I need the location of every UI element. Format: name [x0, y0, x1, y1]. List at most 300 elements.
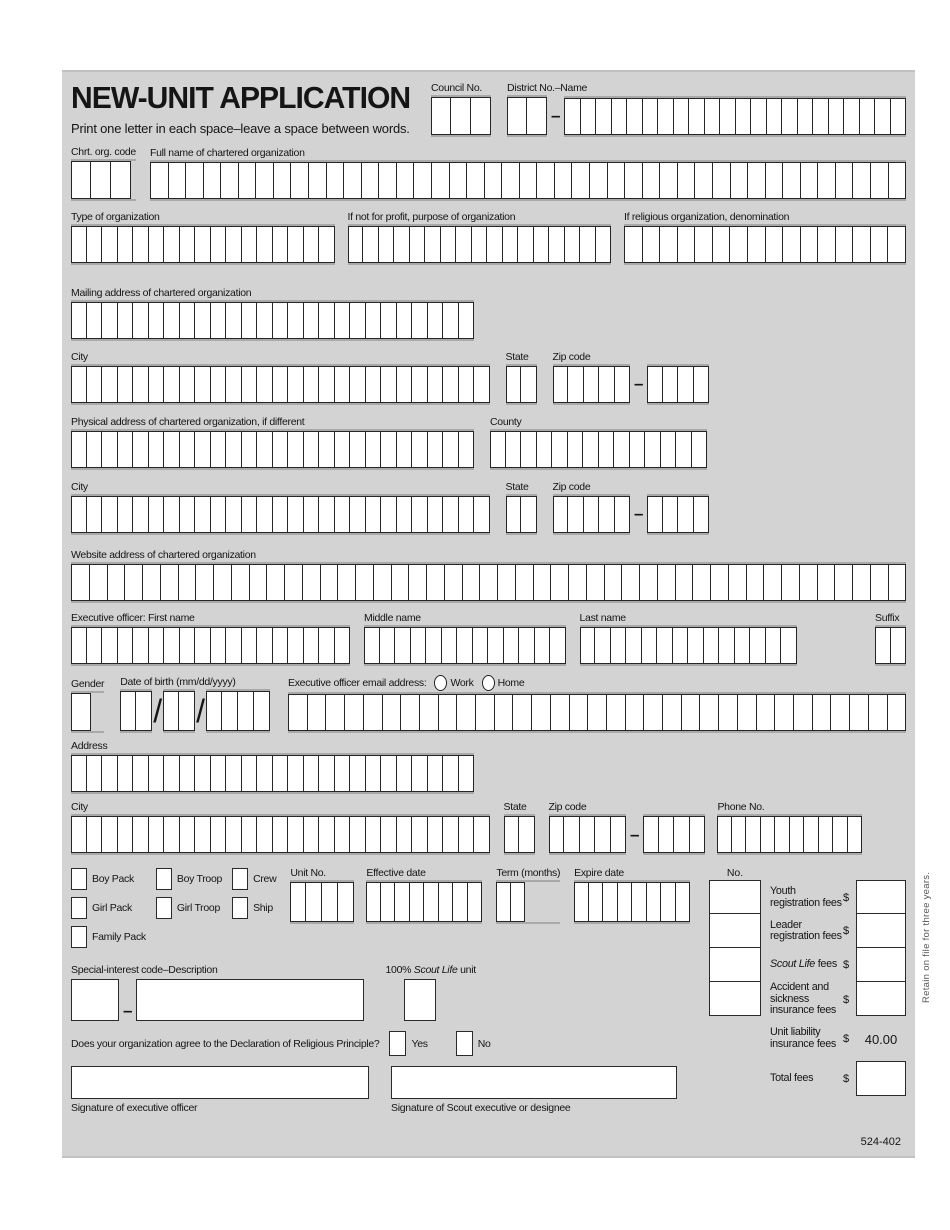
letter-box[interactable]	[498, 564, 516, 601]
letter-box[interactable]	[521, 431, 537, 468]
letter-box[interactable]	[381, 496, 397, 533]
letter-box[interactable]	[801, 162, 819, 199]
letter-box[interactable]	[572, 162, 590, 199]
letter-box[interactable]	[432, 162, 450, 199]
letter-box[interactable]	[335, 816, 351, 853]
letter-box[interactable]	[319, 496, 335, 533]
letter-box[interactable]	[91, 161, 111, 199]
letter-box[interactable]	[379, 226, 395, 263]
letter-box[interactable]	[226, 366, 242, 403]
letter-box[interactable]	[513, 694, 532, 731]
letter-box[interactable]	[290, 882, 306, 922]
letter-box[interactable]	[273, 816, 289, 853]
letter-box[interactable]	[750, 627, 766, 664]
letter-box[interactable]	[730, 226, 748, 263]
state-boxes[interactable]	[506, 366, 537, 403]
letter-box[interactable]	[694, 496, 710, 533]
letter-box[interactable]	[626, 627, 642, 664]
letter-box[interactable]	[495, 694, 514, 731]
letter-box[interactable]	[713, 226, 731, 263]
letter-box[interactable]	[676, 564, 694, 601]
leader-fees-amount-box[interactable]	[856, 913, 906, 948]
letter-box[interactable]	[611, 816, 627, 853]
letter-box[interactable]	[818, 162, 836, 199]
letter-box[interactable]	[379, 162, 397, 199]
suffix-boxes[interactable]	[875, 627, 906, 664]
letter-box[interactable]	[428, 366, 444, 403]
letter-box[interactable]	[467, 162, 485, 199]
letter-box[interactable]	[102, 755, 118, 792]
letter-box[interactable]	[443, 816, 459, 853]
letter-box[interactable]	[321, 564, 339, 601]
total-fees-amount-box[interactable]	[856, 1061, 906, 1096]
letter-box[interactable]	[350, 496, 366, 533]
letter-box[interactable]	[871, 162, 889, 199]
letter-box[interactable]	[411, 627, 427, 664]
executive-officer-signature-box[interactable]	[71, 1066, 369, 1099]
letter-box[interactable]	[443, 366, 459, 403]
letter-box[interactable]	[288, 755, 304, 792]
city-boxes[interactable]	[71, 496, 490, 533]
girl-troop-checkbox[interactable]	[156, 897, 172, 919]
letter-box[interactable]	[875, 627, 891, 664]
letter-box[interactable]	[747, 564, 765, 601]
letter-box[interactable]	[766, 226, 784, 263]
letter-box[interactable]	[164, 226, 180, 263]
letter-box[interactable]	[180, 302, 196, 339]
letter-box[interactable]	[304, 496, 320, 533]
letter-box[interactable]	[643, 98, 658, 135]
letter-box[interactable]	[674, 98, 689, 135]
letter-box[interactable]	[180, 226, 196, 263]
letter-box[interactable]	[695, 162, 713, 199]
letter-box[interactable]	[397, 816, 413, 853]
letter-box[interactable]	[350, 431, 366, 468]
letter-box[interactable]	[476, 694, 495, 731]
letter-box[interactable]	[783, 162, 801, 199]
letter-box[interactable]	[757, 694, 776, 731]
letter-box[interactable]	[71, 161, 91, 199]
letter-box[interactable]	[149, 226, 165, 263]
letter-box[interactable]	[605, 564, 623, 601]
letter-box[interactable]	[392, 564, 410, 601]
letter-box[interactable]	[643, 816, 659, 853]
letter-box[interactable]	[366, 431, 382, 468]
letter-box[interactable]	[678, 366, 694, 403]
letter-box[interactable]	[71, 693, 91, 731]
letter-box[interactable]	[136, 691, 152, 731]
letter-box[interactable]	[206, 691, 222, 731]
letter-box[interactable]	[195, 431, 211, 468]
letter-box[interactable]	[273, 366, 289, 403]
letter-box[interactable]	[813, 98, 828, 135]
letter-box[interactable]	[570, 694, 589, 731]
mailing-address-boxes[interactable]	[71, 302, 474, 339]
letter-box[interactable]	[853, 564, 871, 601]
letter-box[interactable]	[818, 226, 836, 263]
letter-box[interactable]	[622, 564, 640, 601]
letter-box[interactable]	[850, 694, 869, 731]
zip-boxes-b[interactable]	[643, 816, 705, 853]
letter-box[interactable]	[87, 431, 103, 468]
letter-box[interactable]	[766, 162, 784, 199]
letter-box[interactable]	[534, 564, 552, 601]
letter-box[interactable]	[319, 302, 335, 339]
insurance-fees-amount-box[interactable]	[856, 981, 906, 1016]
letter-box[interactable]	[869, 694, 888, 731]
letter-box[interactable]	[678, 162, 696, 199]
letter-box[interactable]	[663, 496, 679, 533]
letter-box[interactable]	[511, 882, 526, 922]
letter-box[interactable]	[445, 564, 463, 601]
letter-box[interactable]	[589, 882, 604, 922]
letter-box[interactable]	[615, 366, 631, 403]
letter-box[interactable]	[507, 97, 527, 135]
state-boxes[interactable]	[504, 816, 535, 853]
letter-box[interactable]	[319, 366, 335, 403]
letter-box[interactable]	[149, 431, 165, 468]
letter-box[interactable]	[632, 882, 647, 922]
letter-box[interactable]	[428, 816, 444, 853]
letter-box[interactable]	[420, 694, 439, 731]
letter-box[interactable]	[603, 882, 618, 922]
letter-box[interactable]	[366, 366, 382, 403]
boy-pack-checkbox[interactable]	[71, 868, 87, 890]
letter-box[interactable]	[612, 98, 627, 135]
letter-box[interactable]	[584, 496, 600, 533]
letter-box[interactable]	[836, 162, 854, 199]
letter-box[interactable]	[427, 564, 445, 601]
letter-box[interactable]	[521, 496, 537, 533]
letter-box[interactable]	[688, 627, 704, 664]
letter-box[interactable]	[875, 98, 890, 135]
letter-box[interactable]	[164, 366, 180, 403]
letter-box[interactable]	[273, 755, 289, 792]
letter-box[interactable]	[238, 691, 254, 731]
letter-box[interactable]	[565, 226, 581, 263]
letter-box[interactable]	[490, 431, 506, 468]
letter-box[interactable]	[782, 564, 800, 601]
letter-box[interactable]	[87, 627, 103, 664]
letter-box[interactable]	[553, 366, 569, 403]
zip-boxes-a[interactable]	[553, 366, 631, 403]
denomination-boxes[interactable]	[624, 226, 906, 263]
letter-box[interactable]	[303, 564, 321, 601]
letter-box[interactable]	[327, 162, 345, 199]
letter-box[interactable]	[564, 816, 580, 853]
letter-box[interactable]	[195, 755, 211, 792]
letter-box[interactable]	[273, 302, 289, 339]
letter-box[interactable]	[587, 564, 605, 601]
letter-box[interactable]	[273, 496, 289, 533]
letter-box[interactable]	[520, 162, 538, 199]
letter-box[interactable]	[504, 816, 520, 853]
letter-box[interactable]	[364, 627, 380, 664]
letter-box[interactable]	[658, 564, 676, 601]
work-radio[interactable]	[434, 675, 447, 691]
letter-box[interactable]	[87, 496, 103, 533]
letter-box[interactable]	[366, 882, 381, 922]
letter-box[interactable]	[713, 162, 731, 199]
gender-box[interactable]	[71, 693, 104, 731]
letter-box[interactable]	[889, 162, 907, 199]
letter-box[interactable]	[456, 226, 472, 263]
letter-box[interactable]	[322, 882, 338, 922]
letter-box[interactable]	[673, 627, 689, 664]
letter-box[interactable]	[831, 694, 850, 731]
letter-box[interactable]	[521, 366, 537, 403]
full-name-boxes[interactable]	[150, 162, 906, 199]
letter-box[interactable]	[428, 755, 444, 792]
letter-box[interactable]	[818, 564, 836, 601]
letter-box[interactable]	[71, 755, 87, 792]
girl-pack-checkbox[interactable]	[71, 897, 87, 919]
letter-box[interactable]	[356, 564, 374, 601]
city-boxes[interactable]	[71, 816, 490, 853]
letter-box[interactable]	[381, 302, 397, 339]
scout-executive-signature-box[interactable]	[391, 1066, 677, 1099]
letter-box[interactable]	[366, 302, 382, 339]
letter-box[interactable]	[451, 97, 471, 135]
letter-box[interactable]	[550, 627, 566, 664]
letter-box[interactable]	[537, 431, 553, 468]
letter-box[interactable]	[647, 366, 663, 403]
letter-box[interactable]	[443, 431, 459, 468]
letter-box[interactable]	[87, 226, 103, 263]
letter-box[interactable]	[472, 226, 488, 263]
letter-box[interactable]	[304, 302, 320, 339]
letter-box[interactable]	[257, 816, 273, 853]
letter-box[interactable]	[618, 882, 633, 922]
letter-box[interactable]	[704, 627, 720, 664]
letter-box[interactable]	[306, 882, 322, 922]
unit-no-boxes[interactable]	[290, 882, 354, 922]
letter-box[interactable]	[211, 302, 227, 339]
letter-box[interactable]	[164, 755, 180, 792]
letter-box[interactable]	[459, 496, 475, 533]
letter-box[interactable]	[836, 226, 854, 263]
letter-box[interactable]	[535, 627, 551, 664]
letter-box[interactable]	[335, 366, 351, 403]
letter-box[interactable]	[274, 162, 292, 199]
letter-box[interactable]	[319, 627, 335, 664]
letter-box[interactable]	[304, 226, 320, 263]
letter-box[interactable]	[596, 226, 612, 263]
letter-box[interactable]	[443, 302, 459, 339]
letter-box[interactable]	[790, 816, 805, 853]
letter-box[interactable]	[674, 816, 690, 853]
letter-box[interactable]	[108, 564, 126, 601]
letter-box[interactable]	[149, 627, 165, 664]
letter-box[interactable]	[661, 882, 676, 922]
letter-box[interactable]	[624, 226, 643, 263]
letter-box[interactable]	[647, 496, 663, 533]
letter-box[interactable]	[195, 226, 211, 263]
letter-box[interactable]	[71, 564, 90, 601]
first-name-boxes[interactable]	[71, 627, 350, 664]
letter-box[interactable]	[459, 431, 475, 468]
letter-box[interactable]	[503, 226, 519, 263]
county-boxes[interactable]	[490, 431, 707, 468]
letter-box[interactable]	[350, 755, 366, 792]
letter-box[interactable]	[471, 97, 491, 135]
letter-box[interactable]	[118, 755, 134, 792]
letter-box[interactable]	[226, 816, 242, 853]
letter-box[interactable]	[164, 431, 180, 468]
zip-boxes-a[interactable]	[553, 496, 631, 533]
letter-box[interactable]	[643, 162, 661, 199]
letter-box[interactable]	[442, 627, 458, 664]
email-boxes[interactable]	[288, 694, 906, 731]
letter-box[interactable]	[443, 755, 459, 792]
letter-box[interactable]	[532, 694, 551, 731]
letter-box[interactable]	[397, 431, 413, 468]
letter-box[interactable]	[519, 627, 535, 664]
letter-box[interactable]	[580, 816, 596, 853]
letter-box[interactable]	[804, 816, 819, 853]
letter-box[interactable]	[226, 496, 242, 533]
letter-box[interactable]	[853, 226, 871, 263]
letter-box[interactable]	[164, 302, 180, 339]
letter-box[interactable]	[661, 431, 677, 468]
letter-box[interactable]	[335, 627, 351, 664]
letter-box[interactable]	[102, 366, 118, 403]
letter-box[interactable]	[383, 694, 402, 731]
letter-box[interactable]	[102, 431, 118, 468]
letter-box[interactable]	[659, 816, 675, 853]
letter-box[interactable]	[611, 627, 627, 664]
letter-box[interactable]	[222, 691, 238, 731]
letter-box[interactable]	[288, 627, 304, 664]
letter-box[interactable]	[71, 496, 87, 533]
letter-box[interactable]	[506, 366, 522, 403]
letter-box[interactable]	[581, 98, 596, 135]
letter-box[interactable]	[705, 98, 720, 135]
letter-box[interactable]	[689, 98, 704, 135]
letter-box[interactable]	[133, 302, 149, 339]
letter-box[interactable]	[335, 496, 351, 533]
letter-box[interactable]	[746, 816, 761, 853]
letter-box[interactable]	[211, 627, 227, 664]
letter-box[interactable]	[871, 564, 889, 601]
city-boxes[interactable]	[71, 366, 490, 403]
letter-box[interactable]	[87, 816, 103, 853]
letter-box[interactable]	[833, 816, 848, 853]
letter-box[interactable]	[71, 226, 87, 263]
letter-box[interactable]	[645, 431, 661, 468]
letter-box[interactable]	[682, 694, 701, 731]
letter-box[interactable]	[424, 882, 439, 922]
letter-box[interactable]	[273, 627, 289, 664]
letter-box[interactable]	[102, 226, 118, 263]
letter-box[interactable]	[87, 366, 103, 403]
religious-yes-checkbox[interactable]	[389, 1031, 406, 1056]
chrt-org-code-boxes[interactable]	[71, 161, 136, 199]
letter-box[interactable]	[647, 882, 662, 922]
letter-box[interactable]	[549, 226, 565, 263]
letter-box[interactable]	[397, 302, 413, 339]
letter-box[interactable]	[304, 431, 320, 468]
letter-box[interactable]	[273, 226, 289, 263]
letter-box[interactable]	[288, 431, 304, 468]
letter-box[interactable]	[195, 302, 211, 339]
letter-box[interactable]	[242, 431, 258, 468]
letter-box[interactable]	[133, 627, 149, 664]
district-no-boxes[interactable]	[507, 97, 547, 135]
letter-box[interactable]	[364, 694, 383, 731]
type-of-org-boxes[interactable]	[71, 226, 335, 263]
letter-box[interactable]	[288, 816, 304, 853]
letter-box[interactable]	[690, 816, 706, 853]
letter-box[interactable]	[133, 366, 149, 403]
letter-box[interactable]	[180, 755, 196, 792]
letter-box[interactable]	[381, 882, 396, 922]
letter-box[interactable]	[350, 816, 366, 853]
letter-box[interactable]	[163, 691, 179, 731]
letter-box[interactable]	[711, 564, 729, 601]
letter-box[interactable]	[844, 98, 859, 135]
letter-box[interactable]	[487, 226, 503, 263]
letter-box[interactable]	[717, 816, 732, 853]
letter-box[interactable]	[366, 755, 382, 792]
letter-box[interactable]	[350, 302, 366, 339]
letter-box[interactable]	[211, 816, 227, 853]
letter-box[interactable]	[150, 162, 169, 199]
youth-fees-amount-box[interactable]	[856, 880, 906, 915]
letter-box[interactable]	[267, 564, 285, 601]
letter-box[interactable]	[580, 627, 596, 664]
letter-box[interactable]	[71, 627, 87, 664]
letter-box[interactable]	[643, 226, 661, 263]
letter-box[interactable]	[453, 882, 468, 922]
letter-box[interactable]	[164, 627, 180, 664]
letter-box[interactable]	[326, 694, 345, 731]
letter-box[interactable]	[608, 162, 626, 199]
letter-box[interactable]	[285, 564, 303, 601]
letter-box[interactable]	[102, 496, 118, 533]
letter-box[interactable]	[431, 97, 451, 135]
letter-box[interactable]	[660, 226, 678, 263]
letter-box[interactable]	[143, 564, 161, 601]
letter-box[interactable]	[506, 496, 522, 533]
letter-box[interactable]	[441, 226, 457, 263]
letter-box[interactable]	[693, 564, 711, 601]
letter-box[interactable]	[381, 366, 397, 403]
dob-day-boxes[interactable]	[163, 691, 195, 731]
letter-box[interactable]	[338, 564, 356, 601]
letter-box[interactable]	[888, 226, 906, 263]
letter-box[interactable]	[474, 816, 490, 853]
letter-box[interactable]	[644, 694, 663, 731]
letter-box[interactable]	[414, 162, 432, 199]
letter-box[interactable]	[889, 564, 907, 601]
letter-box[interactable]	[473, 627, 489, 664]
letter-box[interactable]	[848, 816, 863, 853]
letter-box[interactable]	[819, 816, 834, 853]
letter-box[interactable]	[642, 627, 658, 664]
letter-box[interactable]	[488, 627, 504, 664]
letter-box[interactable]	[120, 691, 136, 731]
letter-box[interactable]	[553, 496, 569, 533]
letter-box[interactable]	[626, 694, 645, 731]
letter-box[interactable]	[506, 431, 522, 468]
letter-box[interactable]	[242, 496, 258, 533]
letter-box[interactable]	[782, 98, 797, 135]
letter-box[interactable]	[195, 627, 211, 664]
special-interest-code-box[interactable]	[71, 979, 119, 1021]
boy-troop-checkbox[interactable]	[156, 868, 172, 890]
letter-box[interactable]	[580, 226, 596, 263]
